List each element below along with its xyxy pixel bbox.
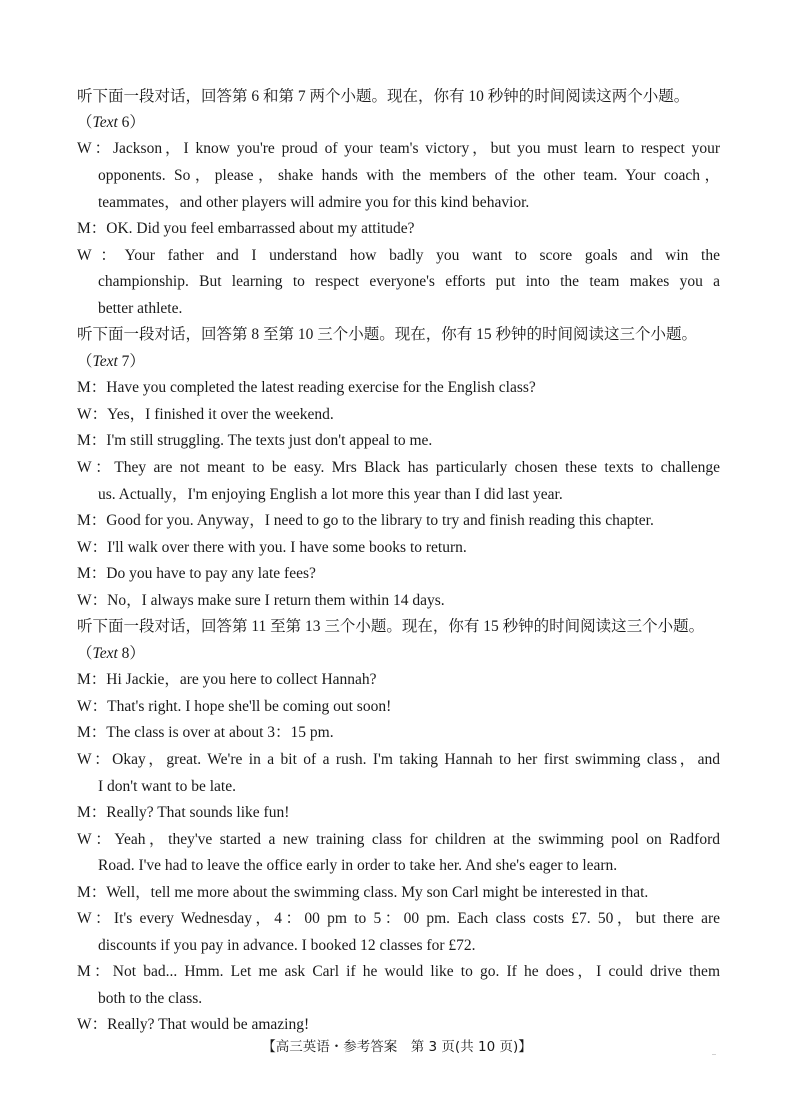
text7-heading [77,352,145,372]
dialogue-line: M：Really? That sounds like fun! [77,804,290,821]
dialogue-line-continued: us. Actually，I'm enjoying English a lot more this year than I did last year. [98,486,563,503]
dialogue-line: W：Your father and I understand how badly you want to score goals and win the [77,247,720,264]
section-instruction-text8: 听下面一段对话，回答第 11 至第 13 三个小题。现在，你有 15 秒钟的时间阅读这三个小题。 [77,618,705,635]
dialogue-line: M：Good for you. Anyway，I need to go to the library to try and finish reading this chapter. [77,512,654,529]
dialogue-line: M：Well，tell me more about the swimming class. My son Carl might be interested in that. [77,884,649,901]
dialogue-line-continued: Road. I've had to leave the office early in order to take her. And she's eager to learn. [98,857,618,874]
dialogue-line: W：Jackson，I know you're proud of your team's victory，but you must learn to respect your [77,140,720,157]
dialogue-line: W：They are not meant to be easy. Mrs Black has particularly chosen these texts to challenge [77,459,720,476]
text6-heading [77,113,145,133]
paren-open: （ [77,645,93,662]
section-instruction-text7: 听下面一段对话，回答第 8 至第 10 三个小题。现在，你有 15 秒钟的时间阅读这三个小题。 [77,326,698,343]
paren-open: （ [77,114,93,131]
section-instruction-text6: 听下面一段对话，回答第 6 和第 7 两个小题。现在，你有 10 秒钟的时间阅读这两个小题。 [77,88,690,105]
dialogue-line-continued: discounts if you pay in advance. I booked 12 classes for £72. [98,937,476,954]
dialogue-line-continued: I don't want to be late. [98,778,236,795]
dialogue-line: M：The class is over at about 3：15 pm. [77,724,334,741]
dialogue-line-continued: opponents. So，please，shake hands with the members of the other team. Your coach， [98,167,720,184]
heading-text-label: Text [92,114,118,131]
page-footer: 【高三英语・参考答案 第 3 页(共 10 页)】 [262,1039,532,1055]
dialogue-line: M：OK. Did you feel embarrassed about my attitude? [77,220,415,237]
dialogue-line: M：Not bad... Hmm. Let me ask Carl if he would like to go. If he does，I could drive them [77,963,720,980]
dialogue-line: W：Yes，I finished it over the weekend. [77,406,334,423]
dialogue-line: W：Really? That would be amazing! [77,1016,310,1033]
dialogue-line: W：That's right. I hope she'll be coming out soon! [77,698,392,715]
dialogue-line: W：Okay，great. We're in a bit of a rush. I'm taking Hannah to her first swimming class，and [77,751,720,768]
dialogue-line: M：Do you have to pay any late fees? [77,565,316,582]
dialogue-line-continued: better athlete. [98,300,183,317]
dialogue-line-continued: teammates，and other players will admire you for this kind behavior. [98,194,530,211]
dialogue-line: W：No，I always make sure I return them within 14 days. [77,592,445,609]
dialogue-line: M：Have you completed the latest reading exercise for the English class? [77,379,536,396]
corner-mark: .. [712,1048,716,1057]
dialogue-line-continued: championship. But learning to respect everyone's efforts put into the team makes you a [98,273,720,290]
heading-text-label: Text [92,645,118,662]
dialogue-line-continued: both to the class. [98,990,203,1007]
dialogue-line: W：I'll walk over there with you. I have some books to return. [77,539,467,556]
heading-text-label: Text [92,353,118,370]
dialogue-line: W：It's every Wednesday，4：00 pm to 5：00 pm. Each class costs £7. 50，but there are [77,910,720,927]
heading-number: 6） [117,114,145,131]
heading-number: 8） [117,645,145,662]
dialogue-line: M：Hi Jackie，are you here to collect Hannah? [77,671,377,688]
dialogue-line: W：Yeah，they've started a new training class for children at the swimming pool on Radford [77,831,720,848]
heading-number: 7） [117,353,145,370]
paren-open: （ [77,353,93,370]
text8-heading [77,644,145,664]
dialogue-line: M：I'm still struggling. The texts just don't appeal to me. [77,432,433,449]
